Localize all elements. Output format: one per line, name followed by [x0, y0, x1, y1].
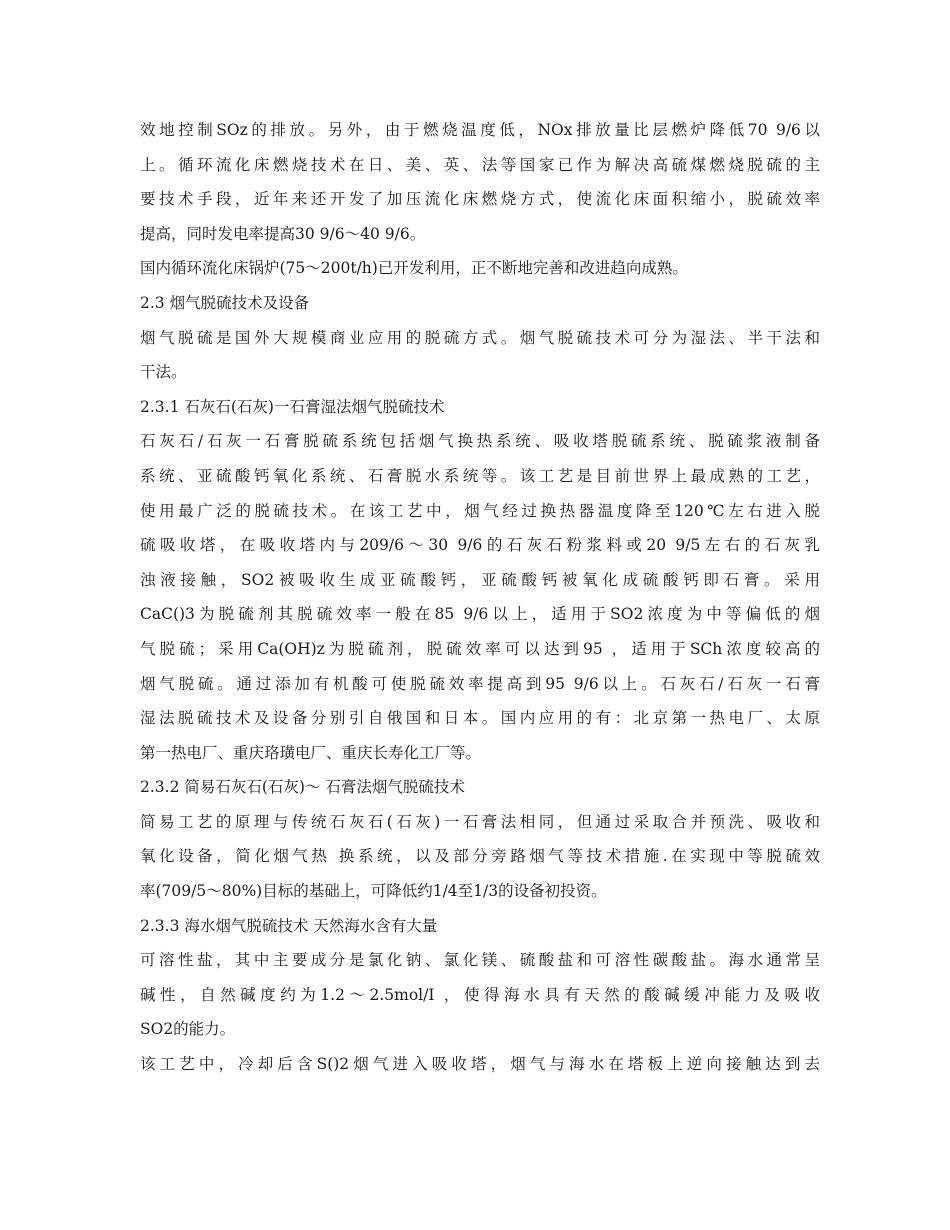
text-line: 干法。 [140, 363, 187, 382]
text-line: 效地控制SOz的排放。另外，由于燃烧温度低，NOx排放量比层燃炉降低70 9/6以 [140, 121, 820, 139]
text-line: 2.3 烟气脱硫技术及设备 [140, 293, 310, 312]
text-line: 国内循环流化床锅炉(75～200t/h)已开发利用，正不断地完善和改进趋向成熟。 [140, 259, 688, 278]
text-line: 气脱硫；采用Ca(OH)z为脱硫剂，脱硫效率可以达到95 ，适用于SCh浓度较高的 [140, 639, 820, 658]
text-line: CaC()3为脱硫剂其脱硫效率一般在85 9/6以上，适用于SO2浓度为中等偏低的烟 [140, 605, 820, 624]
text-line: 烟气脱硫。通过添加有机酸可使脱硫效率提高到95 9/6以上。石灰石/石灰一石膏 [140, 674, 820, 693]
text-line: 该工艺中，冷却后含S()2烟气进入吸收塔，烟气与海水在塔板上逆向接触达到去 [140, 1055, 820, 1074]
text-line: 氧化设备，简化烟气热 换系统，以及部分旁路烟气等技术措施.在实现中等脱硫效 [140, 847, 820, 866]
text-line: 简易工艺的原理与传统石灰石(石灰)一石膏法相同，但通过采取合并预洗、吸收和 [140, 812, 820, 831]
text-line: 2.3.3 海水烟气脱硫技术 天然海水含有大量 [140, 916, 438, 935]
text-line: 系统、亚硫酸钙氧化系统、石膏脱水系统等。该工艺是目前世界上最成熟的工艺， [140, 466, 820, 485]
text-line: 烟气脱硫是国外大规模商业应用的脱硫方式。烟气脱硫技术可分为湿法、半干法和 [140, 328, 820, 347]
text-line: 第一热电厂、重庆珞璜电厂、重庆长寿化工厂等。 [140, 743, 482, 762]
document-body [140, 113, 820, 1082]
text-line: 2.3.2 简易石灰石(石灰)～ 石膏法烟气脱硫技术 [140, 778, 465, 797]
text-line: 石灰石/石灰一石膏脱硫系统包括烟气换热系统、吸收塔脱硫系统、脱硫浆液制备 [140, 432, 820, 451]
text-line: 2.3.1 石灰石(石灰)一石膏湿法烟气脱硫技术 [140, 397, 445, 416]
text-line: 要技术手段，近年来还开发了加压流化床燃烧方式，使流化床面积缩小，脱硫效率 [140, 190, 820, 209]
text-line: SO2的能力。 [140, 1020, 236, 1039]
text-line: 硫吸收塔，在吸收塔内与209/6～30 9/6的石灰石粉浆料或20 9/5左右的石灰乳 [140, 536, 820, 555]
text-line: 率(709/5～80%)目标的基础上，可降低约1/4至1/3的设备初投资。 [140, 882, 607, 901]
text-line: 湿法脱硫技术及设备分别引自俄国和日本。国内应用的有：北京第一热电厂、太原 [140, 709, 820, 728]
text-line: 上。循环流化床燃烧技术在日、美、英、法等国家已作为解决高硫煤燃烧脱硫的主 [140, 155, 820, 174]
text-line: 碱性，自然碱度约为1.2～2.5mol/I ，使得海水具有天然的酸碱缓冲能力及吸收 [140, 985, 820, 1004]
text-line: 可溶性盐，其中主要成分是氯化钠、氯化镁、硫酸盐和可溶性碳酸盐。海水通常呈 [140, 951, 820, 970]
text-line: 提高，同时发电率提高30 9/6～40 9/6。 [140, 224, 426, 243]
text-line: 使用最广泛的脱硫技术。在该工艺中，烟气经过换热器温度降至120℃左右进入脱 [140, 501, 820, 520]
text-line: 浊液接触，SO2被吸收生成亚硫酸钙，亚硫酸钙被氧化成硫酸钙即石膏。采用 [140, 570, 820, 589]
